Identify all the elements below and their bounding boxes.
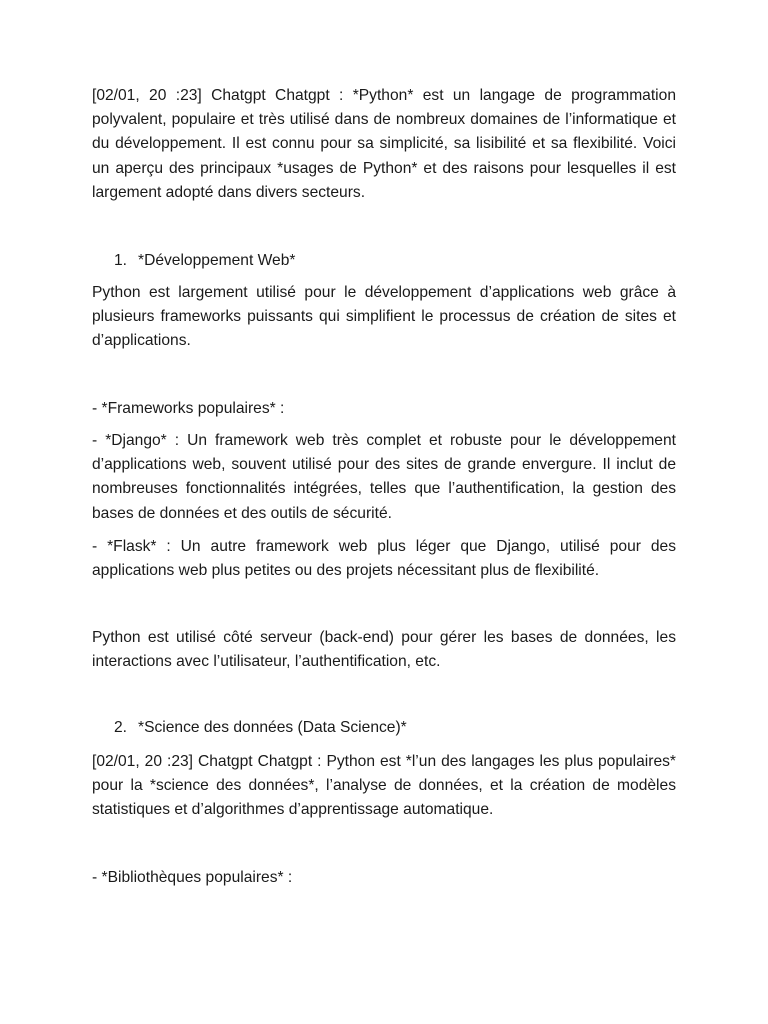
django-paragraph: - *Django* : Un framework web très complet et robuste pour le développement d’applications web, souvent utilisé pour des sites de grande envergure. Il inclut de nombreuses fonctionnalités intégrées, telles que l’authentification, la gestion des bases de données et des outils de sécurité. [92,432,676,522]
backend-paragraph: Python est utilisé côté serveur (back-end) pour gérer les bases de données, les interactions avec l’utilisateur, l’authentification, etc. [92,629,676,671]
section-1-number: 1. [114,252,128,269]
frameworks-heading: - *Frameworks populaires* : [92,400,285,417]
libraries-heading: - *Bibliothèques populaires* : [92,869,293,886]
section-1-title: *Développement Web* [138,252,296,269]
section-2-number: 2. [114,719,128,736]
flask-paragraph: - *Flask* : Un autre framework web plus léger que Django, utilisé pour des applications web plus petites ou des projets nécessitant plus de flexibilité. [92,538,676,580]
web-dev-paragraph: Python est largement utilisé pour le développement d’applications web grâce à plusieurs frameworks puissants qui simplifient le processus de création de sites et d’applications. [92,284,676,350]
section-2-title: *Science des données (Data Science)* [138,719,407,736]
intro-paragraph: [02/01, 20 :23] Chatgpt Chatgpt : *Python* est un langage de programmation polyvalent, populaire et très utilisé dans de nombreux domaines de l’informatique et du développement. Il est connu pour sa simplicité, sa lisibilité et sa flexibilité. Voici un aperçu des principaux *usages de Python* et des raisons pour lesquelles il est largement adopté dans divers secteurs. [92,87,676,201]
data-science-paragraph: [02/01, 20 :23] Chatgpt Chatgpt : Python est *l’un des langages les plus populaires* pour la *science des données*, l’analyse de données, et la création de modèles statistiques et d’algorithmes d’apprentissage automatique. [92,753,676,819]
